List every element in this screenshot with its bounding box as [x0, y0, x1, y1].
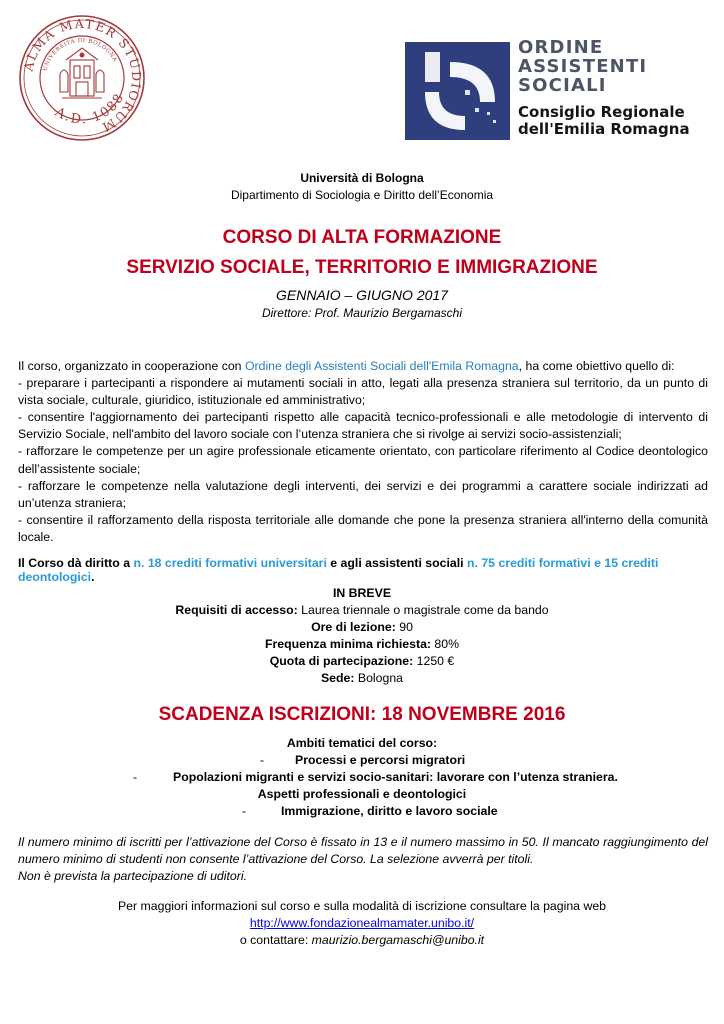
brief-row: [0, 619, 724, 636]
brief-row: [0, 636, 724, 653]
course-dates: GENNAIO – GIUGNO 2017: [276, 287, 448, 303]
ordine-logo-text: [518, 38, 718, 138]
brief-value: 90: [395, 620, 413, 634]
brief-row: [0, 653, 724, 670]
registration-deadline: SCADENZA ISCRIZIONI: 18 NOVEMBRE 2016: [158, 704, 566, 725]
credits-part-1: Il Corso dà diritto a: [18, 556, 134, 570]
objective-item: - consentire l'aggiornamento dei partecipanti rispetto alle capacità tecnico-professionali e alle metodologie di intervento di Servizio Sociale, nell'ambito del lavoro sociale con l’utenza straniera che si rivolge ai servizi socio-assistenziali;: [18, 410, 708, 442]
brief-value: 80%: [431, 637, 460, 651]
brief-label: Quota di partecipazione:: [269, 654, 414, 668]
theme-item: [0, 803, 724, 820]
logo-line-1: ORDINE: [518, 37, 604, 58]
university-seal-logo: [18, 14, 146, 142]
logo-line-3: SOCIALI: [518, 75, 607, 96]
credits-statement: [18, 556, 708, 584]
theme-label: Popolazioni migranti e servizi socio-sanitari: lavorare con l’utenza straniera.: [173, 770, 618, 784]
credits-part-5: .: [91, 570, 95, 584]
enrollment-notes: [18, 834, 708, 885]
brief-row: [0, 670, 724, 687]
in-breve-section: [0, 585, 724, 687]
brief-label: Ore di lezione:: [311, 620, 396, 634]
theme-item: [0, 769, 724, 786]
department-name: Dipartimento di Sociologia e Diritto dell’Economia: [230, 188, 494, 202]
ordine-logo-mark: [405, 42, 510, 140]
objective-item: - consentire il rafforzamento della risposta territoriale alle domande che pone la presenza straniera all'interno della comunità locale.: [18, 512, 708, 544]
theme-label: Processi e percorsi migratori: [295, 753, 466, 767]
themes-heading: Ambiti tematici del corso:: [286, 736, 438, 750]
course-subtitle: SERVIZIO SOCIALE, TERRITORIO E IMMIGRAZIONE: [126, 257, 598, 278]
in-breve-heading: IN BREVE: [332, 586, 392, 600]
theme-item: [0, 786, 724, 803]
theme-dash: -: [242, 804, 247, 818]
course-title: CORSO DI ALTA FORMAZIONE: [222, 227, 502, 248]
contact-line: [0, 932, 724, 949]
brief-label: Frequenza minima richiesta:: [264, 637, 432, 651]
contact-prefix: o contattare:: [239, 933, 312, 947]
info-text: Per maggiori informazioni sul corso e sulla modalità di iscrizione consultare la pagina web: [117, 899, 606, 913]
course-director: Direttore: Prof. Maurizio Bergamaschi: [261, 306, 463, 320]
theme-dash: -: [260, 753, 265, 767]
auditors-note: Non è prevista la partecipazione di uditori.: [18, 869, 247, 883]
objective-item: - preparare i partecipanti a rispondere ai mutamenti sociali in atto, legati alla presenza straniera sul territorio, da un punto di vista sociale, culturale, giuridico, istituzionale ed amministrativo;: [18, 376, 708, 408]
university-name: Università di Bologna: [300, 171, 424, 185]
svg-text:A.D. 1088: A.D. 1088: [52, 90, 129, 128]
course-description: [18, 358, 708, 546]
objective-item: - rafforzare le competenze per un agire professionale eticamente orientato, con particolare riferimento al Codice deontologico dell’assistente sociale;: [18, 444, 708, 476]
brief-value: 1250 €: [413, 654, 455, 668]
brief-label: Sede:: [320, 671, 355, 685]
website-link[interactable]: http://www.fondazionealmamater.unibo.it/: [249, 916, 475, 930]
brief-value: Bologna: [354, 671, 404, 685]
logo-sub-2: dell'Emilia Romagna: [518, 120, 690, 138]
brief-value: Laurea triennale o magistrale come da bando: [297, 603, 549, 617]
intro-before-link: Il corso, organizzato in cooperazione con: [18, 359, 245, 373]
svg-text:ALMA MATER STUDIORUM: ALMA MATER STUDIORUM: [20, 15, 145, 136]
intro-after-link: , ha come obiettivo quello di:: [518, 359, 675, 373]
svg-text:UNIVERSITÀ DI BOLOGNA: UNIVERSITÀ DI BOLOGNA: [42, 37, 118, 72]
theme-label: Immigrazione, diritto e lavoro sociale: [281, 804, 498, 818]
objective-item: - rafforzare le competenze nella valutazione degli interventi, dei servizi e dei programmi a carattere sociale indirizzati ad un’utenza straniera;: [18, 478, 708, 510]
themes-section: [0, 735, 724, 820]
contact-email[interactable]: maurizio.bergamaschi@unibo.it: [311, 933, 485, 947]
theme-label: Aspetti professionali e deontologici: [257, 787, 467, 801]
credits-part-3: e agli assistenti sociali: [326, 556, 467, 570]
university-credits: n. 18 crediti formativi universitari: [133, 556, 327, 570]
logo-sub-1: Consiglio Regionale: [518, 103, 685, 121]
theme-dash: -: [133, 770, 138, 784]
theme-item: [0, 752, 724, 769]
contact-section: [0, 898, 724, 949]
social-worker-credits: n. 75 crediti formativi e 15 crediti deontologici: [18, 556, 659, 584]
ordine-link[interactable]: Ordine degli Assistenti Sociali dell'Emila Romagna: [244, 359, 519, 373]
logo-line-2: ASSISTENTI: [518, 56, 648, 77]
intro-sentence: [18, 358, 708, 375]
brief-row: [0, 602, 724, 619]
enrollment-limits: Il numero minimo di iscritti per l’attivazione del Corso è fissato in 13 e il numero massimo in 50. Il mancato raggiungimento del numero minimo di studenti non consente l’attivazione del Corso. La selezione avverrà per titoli.: [18, 835, 708, 866]
brief-label: Requisiti di accesso:: [175, 603, 298, 617]
